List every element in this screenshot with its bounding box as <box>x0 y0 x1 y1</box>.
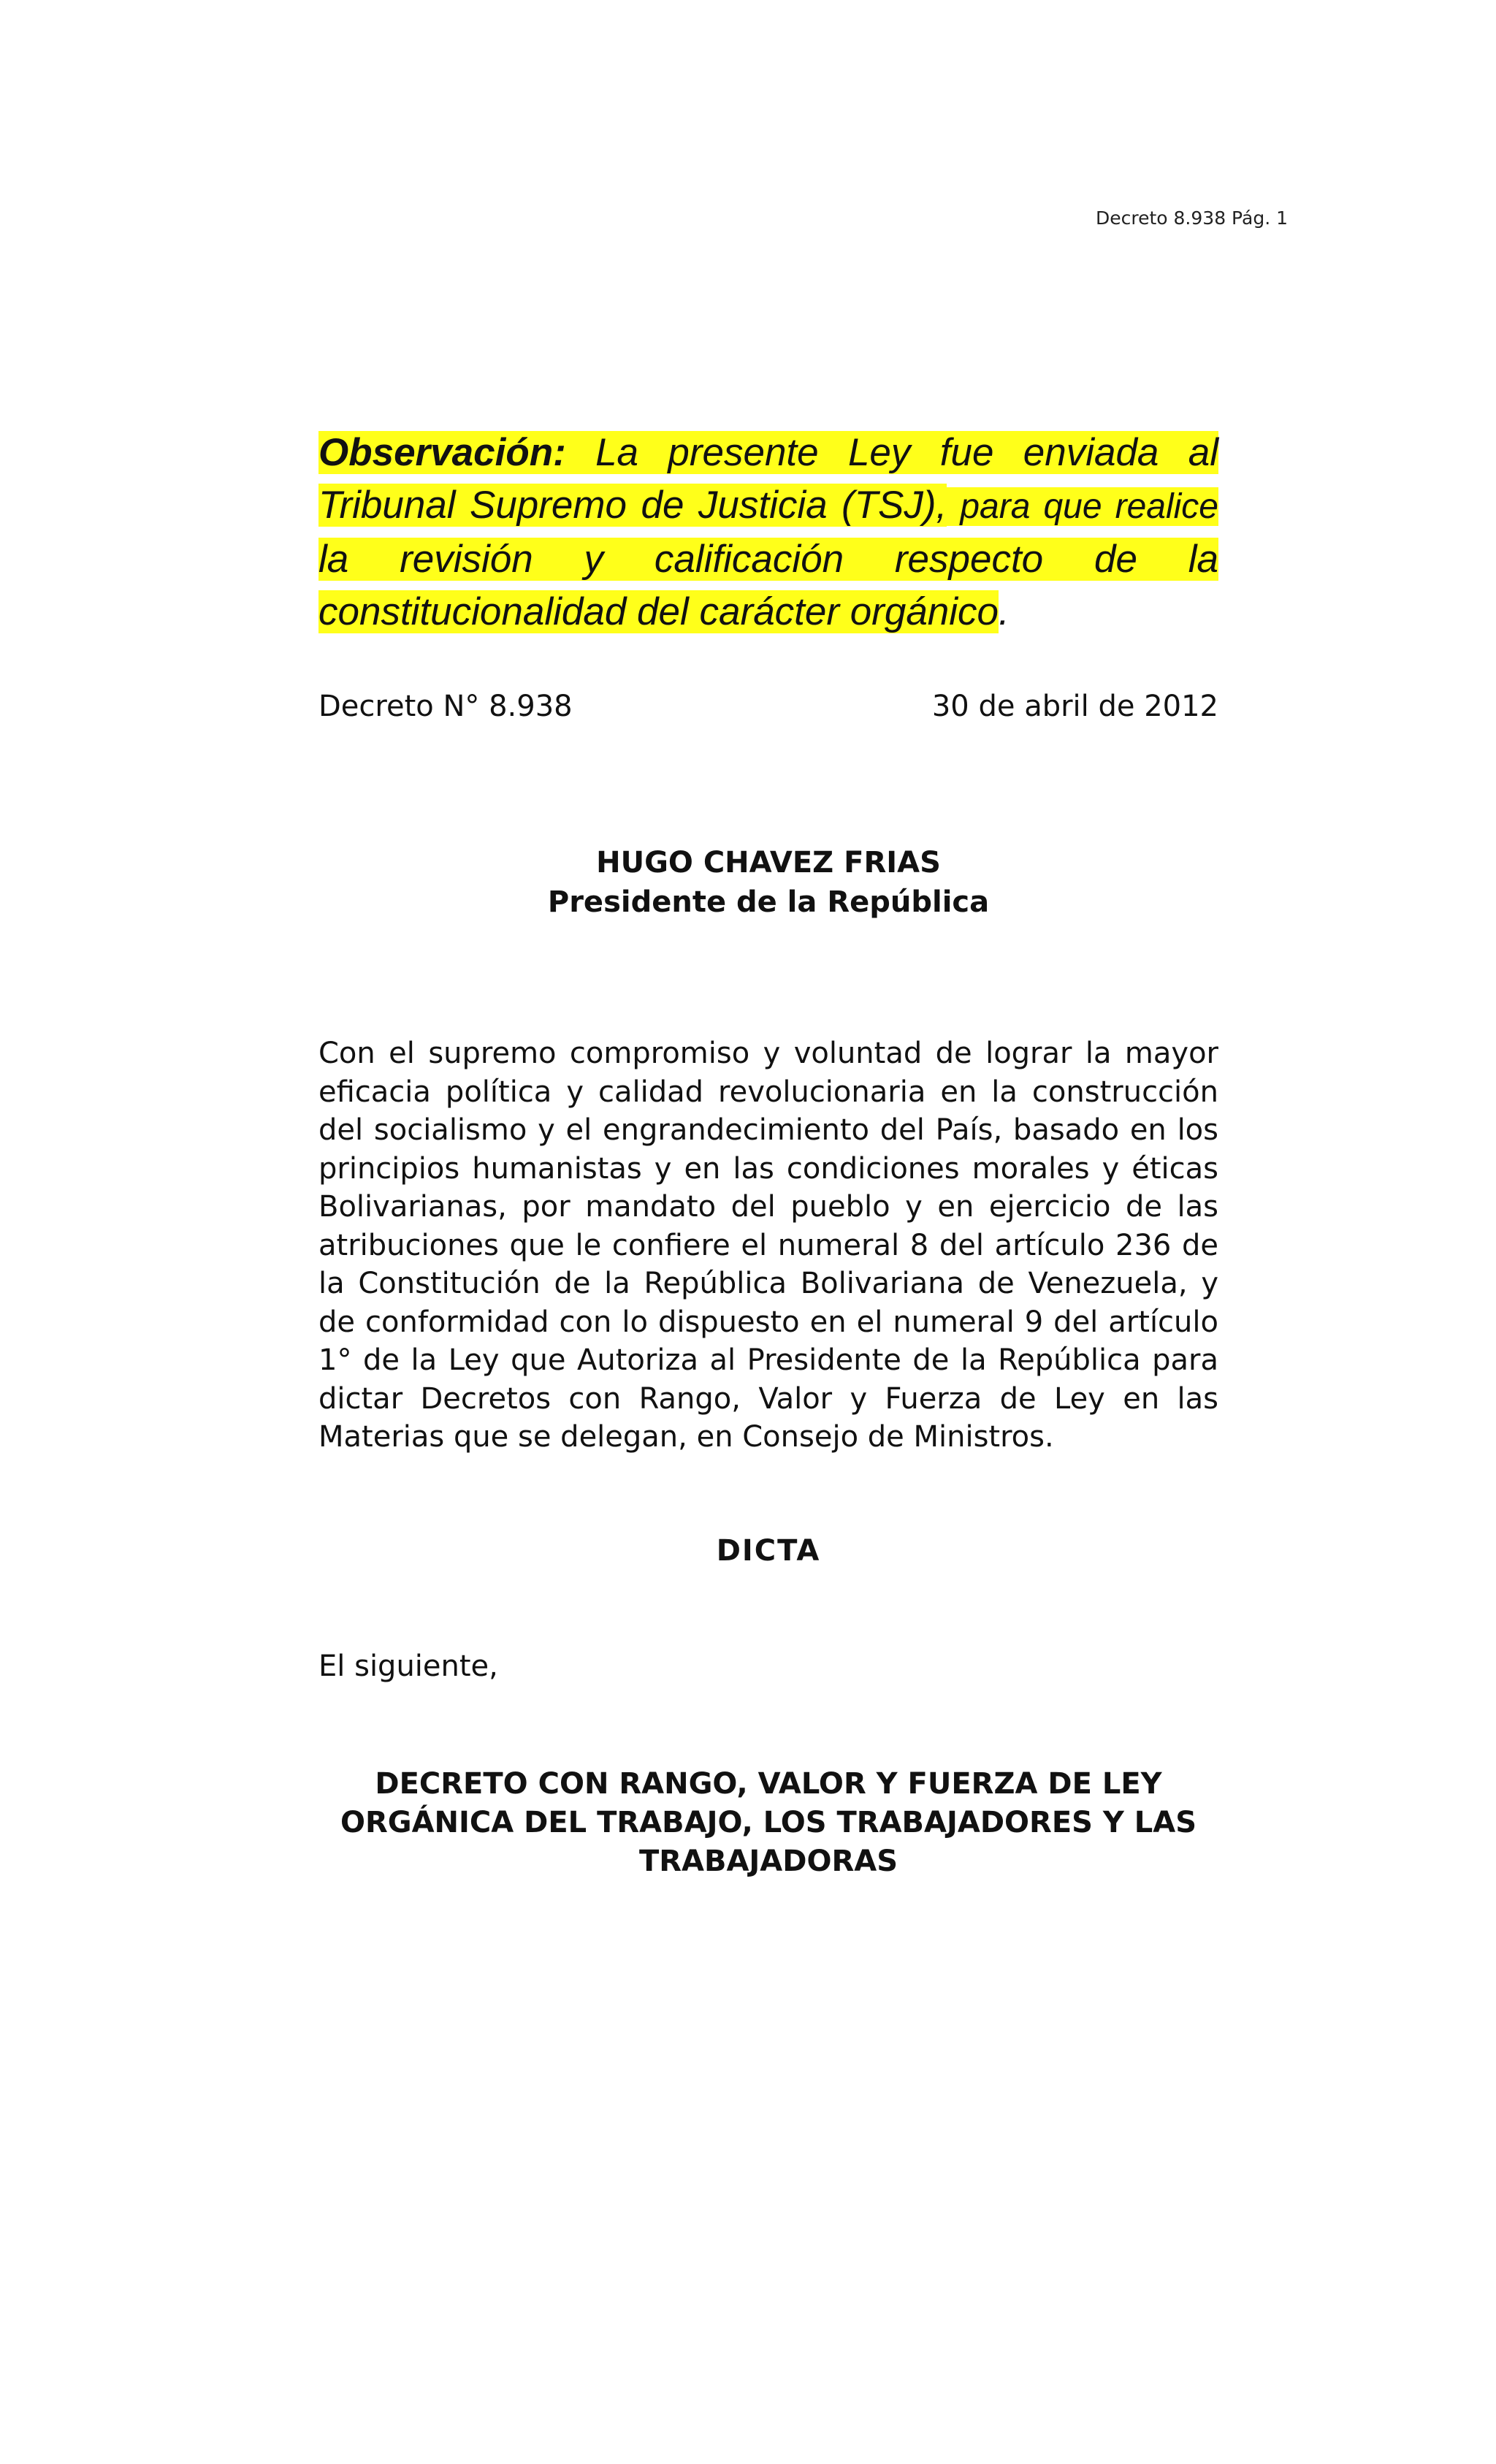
law-title-line2: ORGÁNICA DEL TRABAJO, LOS TRABAJADORES Y LAS <box>340 1806 1197 1839</box>
law-title-line1: DECRETO CON RANGO, VALOR Y FUERZA DE LEY <box>375 1767 1162 1801</box>
observation-text-part1: La presente Ley fue enviada al Tribunal Supremo de Justicia (TSJ), <box>318 431 1218 527</box>
law-title <box>318 1765 1218 1881</box>
preamble-paragraph: Con el supremo compromiso y voluntad de lograr la mayor eficacia política y calidad revolucionaria en la construcción del socialismo y el engrandecimiento del País, basado en los principios humanistas y en las condiciones morales y éticas Bolivarianas, por mandato del pueblo y en ejercicio de las atribuciones que le confiere el numeral 8 del artículo 236 de la Constitución de la República Bolivariana de Venezuela, y de conformidad con lo dispuesto en el numeral 9 del artículo 1° de la Ley que Autoriza al Presidente de la República para dictar Decretos con Rango, Valor y Fuerza de Ley en las Materias que se delegan, en Consejo de Ministros. <box>318 1037 1218 1454</box>
intro-text: El siguiente, <box>318 1649 498 1683</box>
observation-text-part2: para que realice <box>947 487 1219 526</box>
law-title-line3: TRABAJADORAS <box>638 1845 898 1878</box>
observation-period: . <box>999 590 1010 633</box>
signer-title: Presidente de la República <box>547 885 990 919</box>
signer-name: HUGO CHAVEZ FRIAS <box>596 846 941 880</box>
signer-block <box>318 843 1218 922</box>
page-header-reference: Decreto 8.938 Pág. 1 <box>1096 207 1288 229</box>
observation-note <box>318 427 1218 638</box>
decree-number: Decreto N° 8.938 <box>318 690 573 723</box>
decree-number-date-line <box>318 690 1218 723</box>
decree-date: 30 de abril de 2012 <box>931 690 1218 723</box>
observation-label: Observación: <box>318 431 566 474</box>
dicta-heading: DICTA <box>716 1534 821 1568</box>
observation-text-part3: la revisión y calificación respecto de la constitucionalidad del carácter orgánico <box>318 538 1218 633</box>
